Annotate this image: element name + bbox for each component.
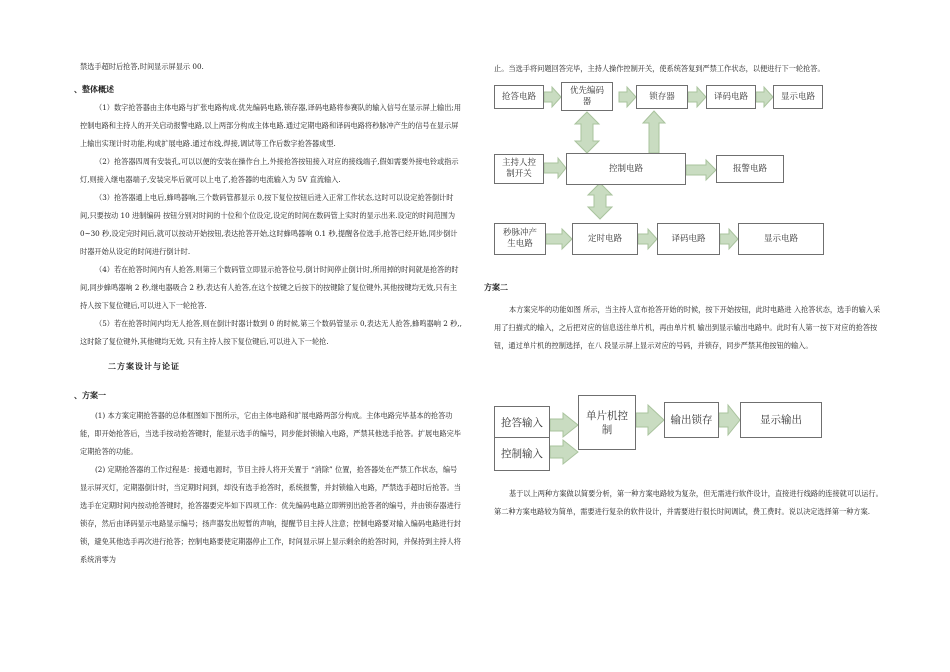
box-control-input: 控制输入 bbox=[494, 437, 550, 471]
box-priority-encoder: 优先编码器 bbox=[561, 82, 613, 111]
box-control-circuit: 控制电路 bbox=[566, 153, 686, 185]
paragraph: （4）若在抢答时间内有人抢答,则第三个数码管立即显示抢答位号,倒计时间停止倒计时,所用掉的时间就是抢答的时间,同步蜂鸣器响 2 秒,继电器吸合 2 秒,表达有人抢答,在这个按键之后按下的按键除了复位键外,其他按键均无效,只有主持人按下复位键后,可以进入下一轮抢答. bbox=[80, 265, 459, 310]
box-latch: 锁存器 bbox=[636, 85, 688, 109]
box-host-switch: 主持人控制开关 bbox=[494, 154, 544, 184]
paragraph: (1) 本方案定期抢答器的总体框图如下图所示，它由主体电路和扩展电路两部分构成。主体电路完毕基本的抢答功能，即开始抢答后，当选手按动抢答键时，能显示选手的编号，同步能封锁输入电路，严禁其他选手抢答。扩展电路完毕定期抢答的功能。 bbox=[80, 411, 461, 456]
box-decoder: 译码电路 bbox=[657, 223, 720, 255]
arrow-right bbox=[636, 405, 664, 435]
box-mcu-control: 单片机控制 bbox=[578, 395, 636, 450]
continuation-line: 禁选手超时后抢答,时间显示屏显示 00. bbox=[80, 62, 204, 71]
section-heading-plan2: 方案二 bbox=[484, 283, 508, 292]
box-pulse-generator: 秒脉冲产生电路 bbox=[494, 223, 546, 255]
box-timer-circuit: 定时电路 bbox=[572, 223, 638, 255]
arrow-right bbox=[550, 413, 578, 437]
box-answer-circuit: 抢答电路 bbox=[494, 85, 544, 109]
section-heading-plan1: 、方案一 bbox=[74, 391, 106, 400]
box-alarm-circuit: 报警电路 bbox=[716, 155, 784, 183]
box-decoder: 译码电路 bbox=[706, 85, 756, 109]
box-display: 显示电路 bbox=[773, 85, 823, 109]
section-heading-overview: 、整体概述 bbox=[74, 85, 114, 94]
box-display-output: 显示输出 bbox=[740, 402, 822, 438]
paragraph: （5）若在抢答时间内均无人抢答,则在倒计时器计数到 0 的时候,第三个数码管显示 0,表达无人抢答,蜂鸣器响 2 秒,,这时除了复位键外,其他键均无效, 只有主持人按下复位键后,可以进入下一轮抢. bbox=[80, 319, 462, 346]
paragraph: （1）数字抢答器由主体电路与扩张电路构成.优先编码电路,锁存器,译码电路将参赛队的输入信号在显示屏上输出;用控制电路和主持人的开关启动报警电路,以上两部分构成主体电路.通过定期电路和译码电路将秒脉冲产生的信号在显示屏上输出实现计时功能,构成扩展电路.通过布线,焊接,调试等工作后数字抢答器成型. bbox=[80, 103, 462, 148]
box-output-latch: 输出锁存 bbox=[664, 402, 719, 438]
arrow-right bbox=[550, 440, 578, 464]
chapter-title: 二方案设计与论证 bbox=[108, 362, 180, 371]
box-display: 显示电路 bbox=[738, 223, 824, 255]
continuation-line: 止。当选手将问题回答完毕，主持人操作控制开关，使系统答复到严禁工作状态，以便进行下一轮抢答。 bbox=[494, 64, 825, 73]
paragraph: （3）抢答器通上电后,蜂鸣器响,三个数码管都显示 0,按下复位按钮后进入正常工作状态,这时可以设定抢答倒计时间,只要按动 10 进制编码 按钮分别对时间的十位和个位设定,设定的时间在数码管上实时的显示出来.设定的时间范围为0~30 秒,设定完时间后,就可以按动开始按钮,表达抢答开始,这时蜂鸣器响 0.1 秒,提醒各位选手,抢答已经开始,同步倒计时器开始从设定的时间进行倒计时. bbox=[80, 193, 458, 256]
box-answer-input: 抢答输入 bbox=[494, 406, 550, 440]
paragraph: （2）抢答器四周有安装孔,可以以便的安装在操作台上,外接抢答按钮接入对应的接线端子,假如需要外接电铃或指示灯,则接入继电器端子,安装完毕后就可以上电了,抢答器的电流输入为 5V 直流输入. bbox=[80, 157, 459, 184]
paragraph-conclusion: 基于以上两种方案做以简要分析，第一种方案电路较为复杂，但无需进行软件设计，直接进行线路的连接就可以运行。第二种方案电路较为简单，需要进行复杂的软件设计，并需要进行很长时间调试，费工费时。说以决定选择第一种方案. bbox=[494, 489, 883, 516]
paragraph: (2) 定期抢答器的工作过程是：接通电源时，节目主持人将开关置于 “消除” 位置，抢答器处在严禁工作状态，编号显示屏灭灯，定期器倒计时，当定期时间到，却没有选手抢答时，系统报警，并封锁输入电路，严禁选手超时后抢答。当选手在定期时间内按动抢答键时，抢答器要完毕如下四项工作：优先编码电路立即辨别出抢答者的编号，并由锁存器进行锁存，然后由译码显示电路显示编号；扬声器发出短暂的声响，提醒节目主持人注意；控制电路要对输入编码电路进行封锁，避免其他选手再次进行抢答；控制电路要使定期器停止工作，时间显示屏上显示剩余的抢答时间，并保持到主持人将系统消零为 bbox=[80, 465, 461, 564]
arrow-right bbox=[719, 405, 740, 435]
paragraph: 本方案完毕的功能如图 所示，当主持人宣布抢答开始的时候，按下开始按钮，此时电路进 入抢答状态，选手的输入采用了扫描式的输入，之后把对应的信息送往单片机，再由单片机 输出到显示输出电路中。此时有人第一按下对应的抢答按钮，通过单片机的控制选择，在八 段显示屏上显示对应的号码，并锁存，同步严禁其他按钮的输入。 bbox=[494, 305, 881, 350]
